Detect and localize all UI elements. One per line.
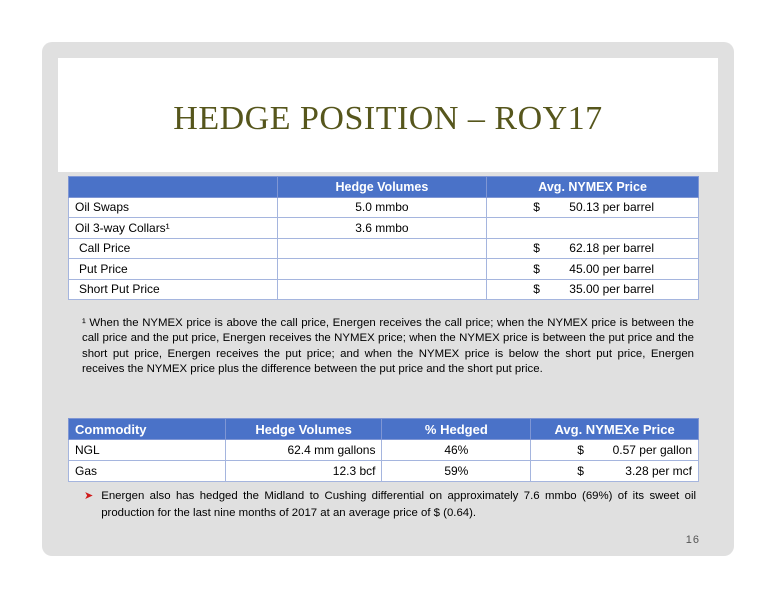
- table-row: [69, 238, 699, 259]
- row-label: Call Price: [69, 238, 278, 259]
- currency-symbol: $: [533, 241, 540, 256]
- row-label: Oil 3-way Collars¹: [69, 218, 278, 239]
- row-price-cell: [487, 238, 699, 259]
- slide: [42, 42, 734, 556]
- table-row: [69, 197, 699, 218]
- row-hedged: 46%: [382, 440, 531, 461]
- row-volume: [277, 279, 487, 300]
- row-price-cell: [487, 197, 699, 218]
- currency-symbol: $: [533, 282, 540, 297]
- row-price-cell: [531, 440, 699, 461]
- row-price: 0.57 per gallon: [612, 443, 692, 457]
- row-volume: 3.6 mmbo: [277, 218, 487, 239]
- table-row: [69, 440, 699, 461]
- table-header-cell: % Hedged: [382, 419, 531, 440]
- table-row: [69, 461, 699, 482]
- table-header-row: [69, 419, 699, 440]
- row-volume: [277, 238, 487, 259]
- table-header-cell: Avg. NYMEX Price: [487, 177, 699, 198]
- table-row: [69, 218, 699, 239]
- row-hedged: 59%: [382, 461, 531, 482]
- currency-symbol: $: [577, 443, 584, 457]
- row-price-cell: [487, 218, 699, 239]
- row-commodity: Gas: [69, 461, 226, 482]
- row-volume: 5.0 mmbo: [277, 197, 487, 218]
- row-label: Short Put Price: [69, 279, 278, 300]
- row-label: Put Price: [69, 259, 278, 280]
- bullet-text: Energen also has hedged the Midland to Cushing differential on approximately 7.6 mmbo (69%) of its sweet oil production for the last nine months of 2017 at an average price of $ (0.64).: [101, 490, 696, 519]
- row-price-cell: [531, 461, 699, 482]
- title-box: [58, 58, 718, 172]
- table-header-cell: Hedge Volumes: [225, 419, 382, 440]
- table-header-cell: Hedge Volumes: [277, 177, 487, 198]
- table-header-row: [69, 177, 699, 198]
- row-volume: 12.3 bcf: [225, 461, 382, 482]
- oil-hedge-table: [68, 176, 699, 300]
- table-header-cell: Commodity: [69, 419, 226, 440]
- commodity-hedge-table: [68, 418, 699, 482]
- row-price: 35.00 per barrel: [569, 282, 654, 297]
- table-row: [69, 259, 699, 280]
- row-price: 45.00 per barrel: [569, 261, 654, 276]
- row-volume: [277, 259, 487, 280]
- currency-symbol: $: [577, 464, 584, 478]
- row-price: 62.18 per barrel: [569, 241, 654, 256]
- bullet-item: [84, 488, 696, 521]
- arrow-bullet-icon: ➤: [84, 490, 94, 502]
- row-price: 50.13 per barrel: [569, 200, 654, 215]
- collar-footnote: ¹ When the NYMEX price is above the call price, Energen receives the call price; when the NYMEX price is between the call price and the put price, Energen receives the NYMEX price; when the NYMEX price is between the put price and the short put price, Energen receives the put price; and when the NYMEX price is below the short put price, Energen receives the NYMEX price plus the difference between the put price and the short put price.: [82, 317, 694, 375]
- row-commodity: NGL: [69, 440, 226, 461]
- table-header-cell: [69, 177, 278, 198]
- table-row: [69, 279, 699, 300]
- slide-title: HEDGE POSITION – ROY17: [173, 100, 603, 137]
- currency-symbol: $: [533, 200, 540, 215]
- currency-symbol: $: [533, 261, 540, 276]
- row-volume: 62.4 mm gallons: [225, 440, 382, 461]
- row-price-cell: [487, 279, 699, 300]
- page-number: 16: [685, 534, 700, 546]
- table-header-cell: Avg. NYMEXe Price: [531, 419, 699, 440]
- row-label: Oil Swaps: [69, 197, 278, 218]
- row-price: 3.28 per mcf: [625, 464, 692, 478]
- row-price-cell: [487, 259, 699, 280]
